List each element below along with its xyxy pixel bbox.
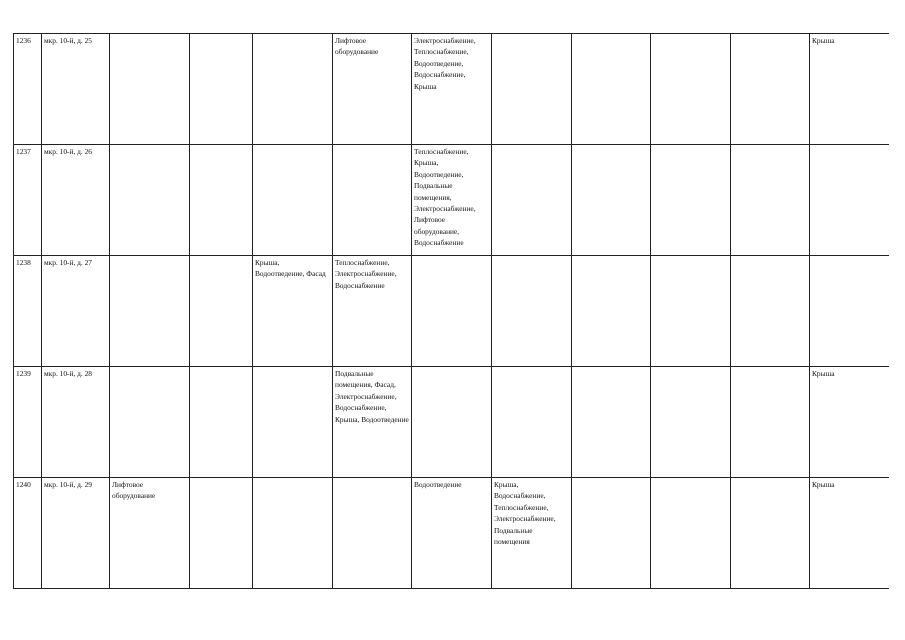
work-type-cell — [731, 34, 810, 145]
address-cell: мкр. 10-й, д. 26 — [42, 145, 110, 256]
row-number-cell: 1238 — [14, 256, 42, 367]
address-cell: мкр. 10-й, д. 29 — [42, 478, 110, 589]
work-type-cell — [110, 34, 190, 145]
work-type-cell — [412, 256, 492, 367]
table-row — [14, 478, 889, 589]
work-type-cell — [731, 478, 810, 589]
work-type-cell — [651, 367, 731, 478]
row-number-cell: 1236 — [14, 34, 42, 145]
work-type-cell — [110, 256, 190, 367]
work-type-cell — [731, 256, 810, 367]
work-type-cell — [651, 478, 731, 589]
work-type-cell — [572, 478, 651, 589]
work-type-cell — [253, 145, 333, 256]
work-type-cell — [731, 367, 810, 478]
row-number-cell: 1240 — [14, 478, 42, 589]
work-type-cell — [190, 367, 253, 478]
row-number-cell: 1237 — [14, 145, 42, 256]
work-type-cell: Водоотведение — [412, 478, 492, 589]
work-type-cell — [333, 478, 412, 589]
table-row — [14, 256, 889, 367]
work-type-cell: Теплоснабжение, Электроснабжение, Водоснабжение — [333, 256, 412, 367]
works-schedule-table — [13, 33, 889, 589]
work-type-cell — [190, 478, 253, 589]
work-type-cell — [651, 256, 731, 367]
work-type-cell — [492, 256, 572, 367]
work-type-cell: Лифтовое оборудование — [333, 34, 412, 145]
work-type-cell — [572, 256, 651, 367]
work-type-cell — [651, 34, 731, 145]
work-type-cell: Крыша — [810, 34, 889, 145]
work-type-cell — [810, 145, 889, 256]
row-number-cell: 1239 — [14, 367, 42, 478]
work-type-cell — [572, 34, 651, 145]
work-type-cell — [190, 34, 253, 145]
work-type-cell — [572, 367, 651, 478]
work-type-cell — [333, 145, 412, 256]
work-type-cell — [253, 478, 333, 589]
table-row — [14, 367, 889, 478]
work-type-cell — [492, 145, 572, 256]
work-type-cell — [731, 145, 810, 256]
work-type-cell — [253, 367, 333, 478]
work-type-cell — [190, 256, 253, 367]
work-type-cell: Электроснабжение, Теплоснабжение, Водоотведение, Водоснабжение, Крыша — [412, 34, 492, 145]
work-type-cell — [572, 145, 651, 256]
work-type-cell — [190, 145, 253, 256]
work-type-cell: Крыша — [810, 478, 889, 589]
table-body — [14, 34, 889, 589]
work-type-cell: Крыша — [810, 367, 889, 478]
work-type-cell — [492, 367, 572, 478]
work-type-cell — [110, 145, 190, 256]
work-type-cell — [253, 34, 333, 145]
work-type-cell: Крыша, Водоотведение, Фасад — [253, 256, 333, 367]
work-type-cell: Крыша, Водоснабжение, Теплоснабжение, Электроснабжение, Подвальные помещения — [492, 478, 572, 589]
address-cell: мкр. 10-й, д. 27 — [42, 256, 110, 367]
work-type-cell — [412, 367, 492, 478]
address-cell: мкр. 10-й, д. 25 — [42, 34, 110, 145]
work-type-cell — [110, 367, 190, 478]
work-type-cell: Лифтовое оборудование — [110, 478, 190, 589]
work-type-cell — [651, 145, 731, 256]
table-row — [14, 145, 889, 256]
address-cell: мкр. 10-й, д. 28 — [42, 367, 110, 478]
table-row — [14, 34, 889, 145]
work-type-cell — [492, 34, 572, 145]
work-type-cell: Подвальные помещения, Фасад, Электроснабжение, Водоснабжение, Крыша, Водоотведение — [333, 367, 412, 478]
work-type-cell — [810, 256, 889, 367]
work-type-cell: Теплоснабжение, Крыша, Водоотведение, Подвальные помещения, Электроснабжение, Лифтовое оборудование, Водоснабжение — [412, 145, 492, 256]
